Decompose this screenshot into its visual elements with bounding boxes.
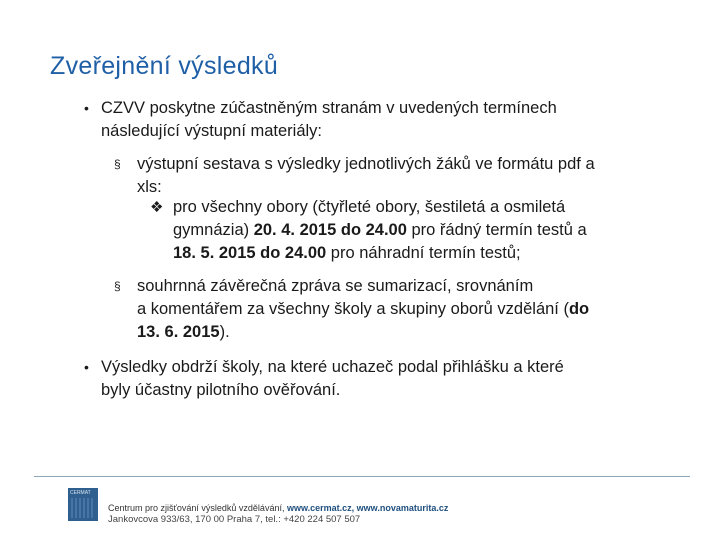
bullet-marker: • (84, 100, 89, 116)
bullet-marker: • (84, 359, 89, 375)
date-bold: do (568, 300, 590, 318)
sub-bullet-2-line-3 (137, 321, 667, 344)
diamond-bullet-icon: ❖ (150, 199, 164, 216)
text-segment: a komentářem za všechny školy a skupiny oborů vzdělání ( (137, 300, 569, 318)
sub-bullet-1-line-1: výstupní sestava s výsledky jednotlivých žáků ve formátu pdf a (137, 155, 595, 173)
sub-bullet-1-line-2: xls: (137, 178, 162, 196)
date-bold: 13. 6. 2015 (137, 323, 220, 341)
footer-divider (34, 476, 690, 477)
date-bold: 20. 4. 2015 do 24.00 (253, 221, 407, 239)
sub-bullet-marker: § (114, 279, 121, 293)
logo-text: CERMAT (70, 490, 91, 496)
footer-address: Jankovcova 933/63, 170 00 Praha 7, tel.: +420 224 507 507 (108, 514, 361, 525)
footer-line-1 (108, 503, 448, 513)
sub-bullet-2-line-1: souhrnná závěrečná zpráva se sumarizací, srovnáním (137, 277, 534, 295)
text-segment: pro náhradní termín testů; (326, 244, 521, 262)
bullet-1-line-1: CZVV poskytne zúčastněným stranám v uvedených termínech (101, 99, 557, 117)
bullet-1-line-2: následující výstupní materiály: (101, 122, 323, 140)
text-segment: ). (219, 323, 230, 341)
text-segment: pro řádný termín testů a (406, 221, 587, 239)
logo-graphic (71, 498, 95, 518)
sub-sub-bullet-line-2 (173, 219, 653, 242)
slide-title: Zveřejnění výsledků (50, 52, 279, 80)
sub-bullet-marker: § (114, 157, 121, 171)
sub-sub-bullet-line-3 (173, 242, 653, 265)
date-bold: 18. 5. 2015 do 24.00 (173, 244, 327, 262)
text-segment: gymnázia) (173, 221, 254, 239)
cermat-logo (68, 488, 98, 521)
bullet-2-line-1: Výsledky obdrží školy, na které uchazeč podal přihlášku a které (101, 358, 564, 376)
footer-websites: www.cermat.cz, www.novamaturita.cz (286, 503, 449, 513)
sub-sub-bullet-line-1: pro všechny obory (čtyřleté obory, šestiletá a osmiletá (173, 198, 566, 216)
sub-bullet-2-line-2 (137, 298, 667, 321)
bullet-2-line-2: byly účastny pilotního ověřování. (101, 381, 341, 399)
footer-org-name: Centrum pro zjišťování výsledků vzdělávání, (108, 503, 287, 513)
